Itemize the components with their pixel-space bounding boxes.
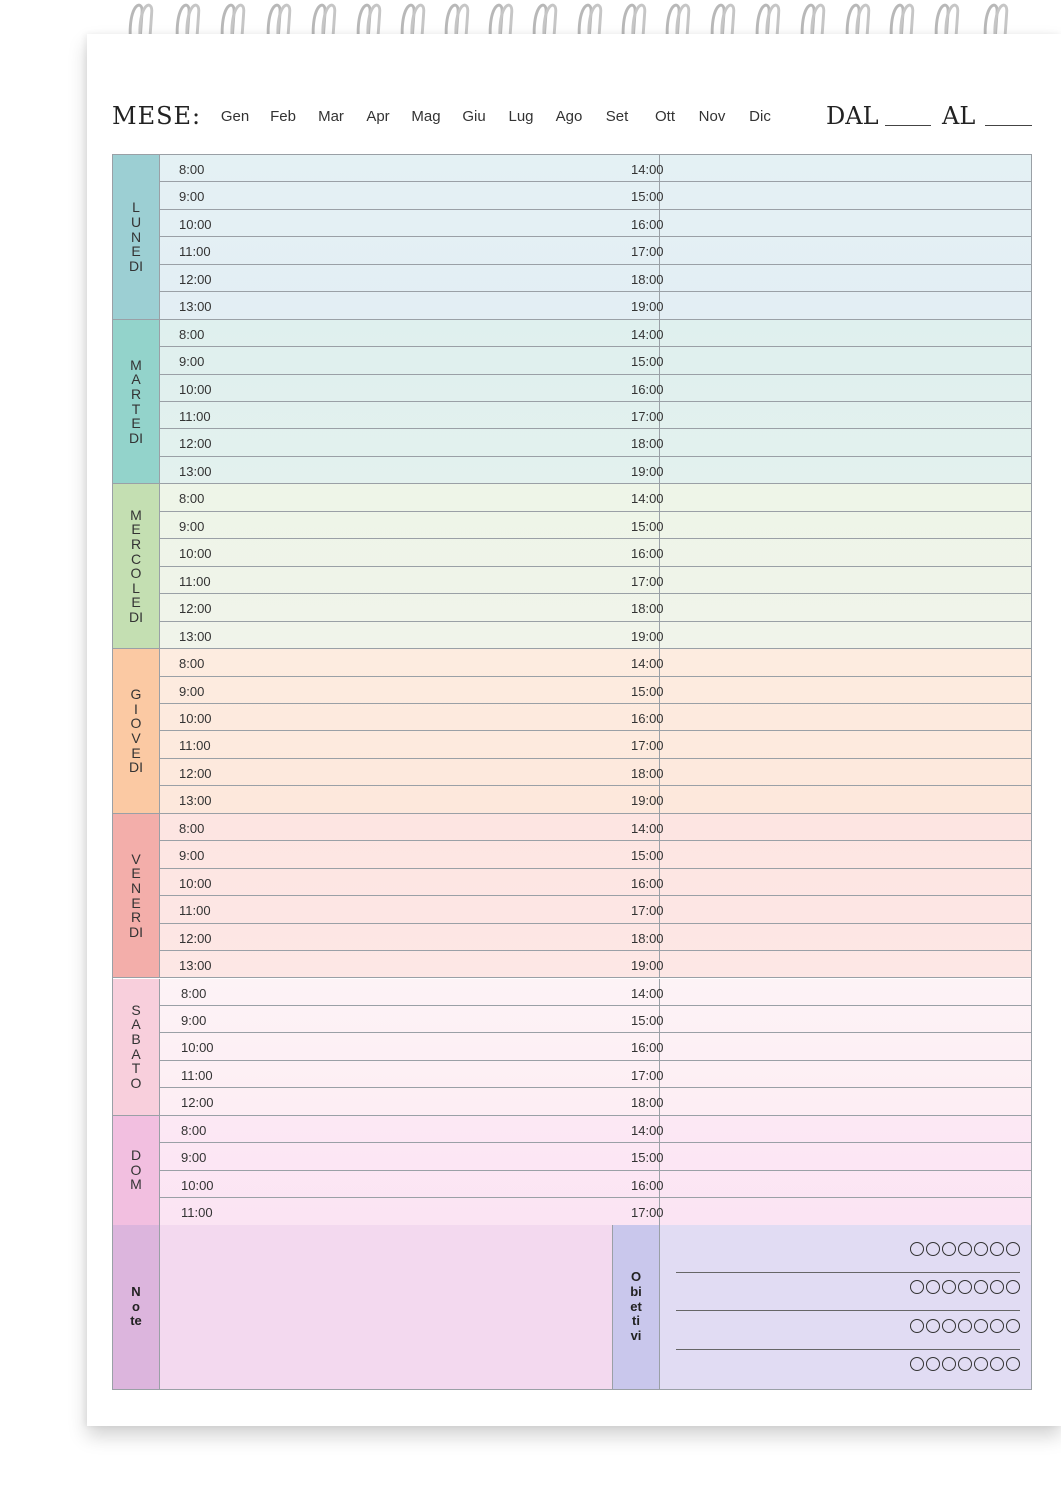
time-label-left: 8:00 [181,985,207,1001]
time-label-left: 10:00 [179,710,212,726]
day-label [113,155,160,319]
weekly-planner-grid [112,154,1032,1390]
tracker-circle[interactable] [926,1319,940,1333]
time-label-right: 15:00 [631,1012,664,1028]
time-row[interactable] [160,677,1031,704]
goal-row[interactable] [676,1312,1020,1350]
time-label-left: 9:00 [181,1150,207,1166]
time-row[interactable] [160,869,1031,896]
time-label-right: 16:00 [631,710,664,726]
time-label-left: 10:00 [179,381,212,397]
day-name: SABATO [130,1001,142,1091]
time-row[interactable] [160,484,1031,511]
time-row[interactable] [160,896,1031,923]
notes-area[interactable] [160,1225,613,1389]
tracker-circle[interactable] [974,1357,988,1371]
day-label [113,1116,160,1225]
tracker-circle[interactable] [958,1319,972,1333]
day-name: MARTEDI [129,356,143,446]
tracker-circle[interactable] [974,1242,988,1256]
time-row[interactable] [160,786,1031,813]
tracker-circle[interactable] [990,1319,1004,1333]
time-label-left: 11:00 [181,1067,213,1083]
month-ott[interactable]: Ott [654,108,676,125]
time-row[interactable] [160,1061,1031,1088]
time-row[interactable] [160,539,1031,566]
tracker-circle[interactable] [910,1280,924,1294]
goal-tracker [910,1242,1020,1256]
time-label-left: 9:00 [181,1012,207,1028]
time-label-right: 17:00 [631,903,664,919]
month-mar[interactable]: Mar [318,108,344,125]
time-label-left: 9:00 [179,189,205,205]
time-label-right: 18:00 [631,1095,664,1111]
month-nov[interactable]: Nov [698,108,726,125]
time-row[interactable] [160,622,1031,649]
time-row[interactable] [160,512,1031,539]
time-label-left: 9:00 [179,518,205,534]
tracker-circle[interactable] [910,1357,924,1371]
month-ago[interactable]: Ago [555,108,583,125]
time-label-left: 12:00 [179,436,212,452]
tracker-circle[interactable] [1006,1242,1020,1256]
month-feb[interactable]: Feb [270,108,296,125]
month-dic[interactable]: Dic [749,108,771,125]
day-label [113,320,160,484]
goal-row[interactable] [676,1273,1020,1311]
time-label-right: 15:00 [631,518,664,534]
time-label-left: 13:00 [179,299,212,315]
time-label-right: 18:00 [631,765,664,781]
time-row[interactable] [160,237,1031,264]
time-label-right: 14:00 [631,1122,664,1138]
note-label-text: Note [130,1283,142,1329]
day-block-dom [113,1116,1031,1226]
time-row[interactable] [160,924,1031,951]
tracker-circle[interactable] [990,1357,1004,1371]
time-label-right: 14:00 [631,162,664,177]
day-block-martedi [113,320,1031,485]
time-row[interactable] [160,841,1031,868]
tracker-circle[interactable] [1006,1319,1020,1333]
time-label-left: 10:00 [179,216,212,232]
month-gen[interactable]: Gen [220,108,250,125]
tracker-circle[interactable] [974,1280,988,1294]
goal-row[interactable] [676,1235,1020,1273]
time-row[interactable] [160,182,1031,209]
time-row[interactable] [160,814,1031,841]
dal-blank-line[interactable] [885,125,931,126]
time-label-right: 18:00 [631,601,664,617]
goal-tracker [910,1280,1020,1294]
time-row[interactable] [160,731,1031,758]
time-label-right: 14:00 [631,326,664,342]
goal-tracker [910,1357,1020,1371]
time-label-left: 11:00 [181,1205,213,1221]
time-label-right: 15:00 [631,848,664,864]
day-name: VENERDI [129,850,143,940]
time-row[interactable] [160,951,1031,978]
time-label-left: 13:00 [179,463,212,479]
time-label-left: 8:00 [179,326,205,342]
note-label [113,1225,160,1389]
time-label-right: 19:00 [631,628,664,644]
time-label-right: 14:00 [631,491,664,507]
time-label-right: 15:00 [631,189,664,205]
tracker-circle[interactable] [926,1357,940,1371]
time-row[interactable] [160,210,1031,237]
tracker-circle[interactable] [926,1242,940,1256]
tracker-circle[interactable] [910,1242,924,1256]
goal-row[interactable] [676,1350,1020,1388]
time-label-right: 19:00 [631,463,664,479]
time-row[interactable] [160,1143,1031,1170]
time-label-left: 12:00 [179,601,212,617]
day-label [113,979,160,1115]
time-label-left: 8:00 [179,491,205,507]
day-block-venerdi [113,814,1031,979]
time-label-right: 18:00 [631,436,664,452]
time-label-right: 17:00 [631,573,664,589]
time-row[interactable] [160,320,1031,347]
time-label-right: 17:00 [631,1067,664,1083]
time-label-left: 8:00 [179,820,205,836]
tracker-circle[interactable] [942,1280,956,1294]
month-set[interactable]: Set [605,108,629,125]
tracker-circle[interactable] [990,1242,1004,1256]
day-name: GIOVEDI [129,686,143,776]
time-label-right: 19:00 [631,299,664,315]
time-label-right: 16:00 [631,216,664,232]
tracker-circle[interactable] [942,1357,956,1371]
goal-line [676,1310,1020,1311]
tracker-circle[interactable] [974,1319,988,1333]
time-row[interactable] [160,594,1031,621]
day-block-giovedi [113,649,1031,814]
time-label-left: 11:00 [179,573,211,589]
month-apr[interactable]: Apr [366,108,390,125]
time-label-right: 16:00 [631,875,664,891]
time-row[interactable] [160,375,1031,402]
time-label-left: 10:00 [181,1177,214,1193]
time-row[interactable] [160,1116,1031,1143]
month-giu[interactable]: Giu [462,108,486,125]
time-row[interactable] [160,265,1031,292]
time-label-left: 13:00 [179,628,212,644]
time-label-right: 16:00 [631,1040,664,1056]
time-label-left: 8:00 [181,1122,207,1138]
time-label-left: 9:00 [179,848,205,864]
day-label [113,649,160,813]
time-row[interactable] [160,649,1031,676]
goal-tracker [910,1319,1020,1333]
time-row[interactable] [160,759,1031,786]
time-label-left: 11:00 [179,903,211,919]
time-label-left: 12:00 [179,930,212,946]
day-label [113,814,160,978]
time-label-right: 14:00 [631,656,664,672]
tracker-circle[interactable] [926,1280,940,1294]
time-label-right: 18:00 [631,271,664,287]
bottom-section [113,1225,1031,1389]
goals-label-text: Obiettivi [630,1269,642,1344]
time-row[interactable] [160,1088,1031,1115]
day-name: DOM [130,1147,142,1193]
tracker-circle[interactable] [958,1242,972,1256]
time-label-right: 17:00 [631,738,664,754]
day-label [113,484,160,648]
time-row[interactable] [160,1171,1031,1198]
time-label-left: 9:00 [179,683,205,699]
time-row[interactable] [160,155,1031,182]
time-label-right: 15:00 [631,354,664,370]
day-name: LUNEDI [129,199,143,274]
tracker-circle[interactable] [990,1280,1004,1294]
time-row[interactable] [160,1198,1031,1225]
time-label-right: 17:00 [631,409,664,425]
time-label-right: 14:00 [631,820,664,836]
time-row[interactable] [160,347,1031,374]
time-label-left: 8:00 [179,656,205,672]
time-row[interactable] [160,457,1031,484]
month-mag[interactable]: Mag [411,108,441,125]
time-row[interactable] [160,979,1031,1006]
time-label-right: 14:00 [631,985,664,1001]
time-label-right: 16:00 [631,1177,664,1193]
month-lug[interactable]: Lug [508,108,534,125]
time-label-left: 10:00 [179,546,212,562]
time-label-right: 16:00 [631,546,664,562]
time-row[interactable] [160,1006,1031,1033]
time-label-right: 16:00 [631,381,664,397]
time-label-left: 11:00 [179,244,211,260]
day-name: MERCOLEDI [129,506,143,626]
time-label-left: 13:00 [179,958,212,974]
time-label-right: 19:00 [631,793,664,809]
day-block-sabato [113,979,1031,1116]
header [112,100,1032,136]
time-label-left: 8:00 [179,162,205,177]
time-label-left: 12:00 [179,765,212,781]
time-row[interactable] [160,704,1031,731]
time-label-left: 9:00 [179,354,205,370]
time-label-right: 15:00 [631,683,664,699]
goals-area [660,1225,1031,1389]
time-label-right: 19:00 [631,958,664,974]
time-label-left: 11:00 [179,409,211,425]
dal-label: DAL [826,102,879,130]
tracker-circle[interactable] [942,1319,956,1333]
time-label-left: 11:00 [179,738,211,754]
month-list [219,108,799,128]
time-label-left: 12:00 [181,1095,214,1111]
time-row[interactable] [160,567,1031,594]
time-label-left: 10:00 [179,875,212,891]
tracker-circle[interactable] [942,1242,956,1256]
day-block-lunedi [113,155,1031,320]
time-label-right: 17:00 [631,244,664,260]
mese-label: MESE: [112,102,202,130]
time-label-right: 15:00 [631,1150,664,1166]
goals-label [613,1225,660,1389]
time-label-right: 17:00 [631,1205,664,1221]
time-label-right: 18:00 [631,930,664,946]
al-label: AL [942,102,976,130]
tracker-circle[interactable] [958,1280,972,1294]
time-row[interactable] [160,292,1031,319]
time-row[interactable] [160,1033,1031,1060]
tracker-circle[interactable] [1006,1280,1020,1294]
tracker-circle[interactable] [958,1357,972,1371]
time-label-left: 10:00 [181,1040,214,1056]
time-row[interactable] [160,402,1031,429]
day-block-mercoledi [113,484,1031,649]
al-blank-line[interactable] [985,125,1032,126]
tracker-circle[interactable] [910,1319,924,1333]
tracker-circle[interactable] [1006,1357,1020,1371]
time-label-left: 12:00 [179,271,212,287]
time-label-left: 13:00 [179,793,212,809]
time-row[interactable] [160,429,1031,456]
